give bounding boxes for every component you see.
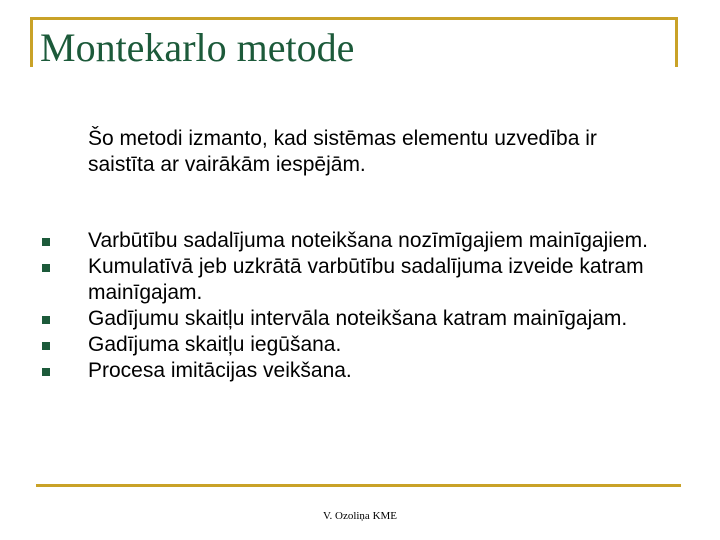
footer-author: V. Ozoliņa KME <box>322 510 398 522</box>
bullet-text: Procesa imitācijas veikšana. <box>88 359 352 382</box>
bullet-item <box>0 332 648 358</box>
bullet-list <box>0 228 720 384</box>
square-bullet-icon <box>42 238 50 246</box>
bullet-text: Gadījuma skaitļu iegūšana. <box>88 333 342 356</box>
square-bullet-icon <box>42 368 50 376</box>
bullet-item <box>0 358 648 384</box>
square-bullet-icon <box>42 342 50 350</box>
footer-divider <box>36 484 681 487</box>
title-frame-right-line <box>675 17 678 67</box>
bullet-text: Gadījumu skaitļu intervāla noteikšana katram mainīgajam. <box>88 307 628 330</box>
bullet-item <box>0 228 648 254</box>
slide-title: Montekarlo metode <box>40 25 355 70</box>
bullet-text: Varbūtību sadalījuma noteikšana nozīmīgajiem mainīgajiem. <box>88 229 648 252</box>
square-bullet-icon <box>42 264 50 272</box>
title-frame-top-line <box>30 17 678 20</box>
square-bullet-icon <box>42 316 50 324</box>
intro-paragraph: Šo metodi izmanto, kad sistēmas elementu uzvedība ir saistīta ar vairākām iespējām. <box>88 127 597 176</box>
title-frame-left-line <box>30 17 33 67</box>
bullet-text: Kumulatīvā jeb uzkrātā varbūtību sadalījuma izveide katram mainīgajam. <box>88 255 644 304</box>
bullet-item <box>0 306 648 332</box>
bullet-item <box>0 254 648 306</box>
